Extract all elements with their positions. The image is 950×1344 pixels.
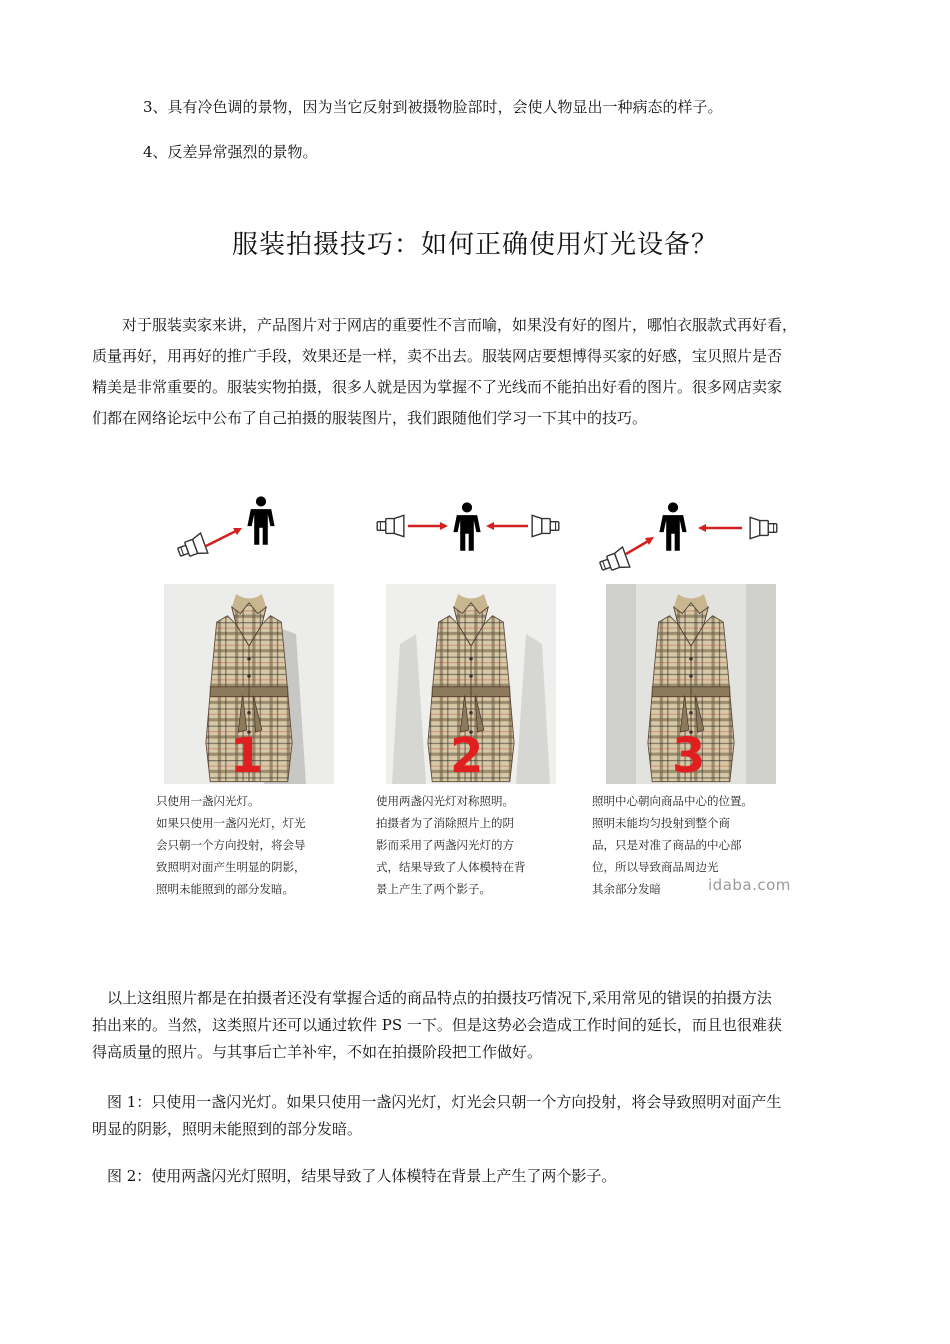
figure-panel-1 xyxy=(150,484,370,904)
figure-1-line: 图 1：只使用一盏闪光灯。如果只使用一盏闪光灯，灯光会只朝一个方向投射，将会导致照明对面产生 xyxy=(92,1093,782,1111)
summary-line: 以上这组照片都是在拍摄者还没有掌握合适的商品特点的拍摄技巧情况下,采用常见的错误的拍摄方法 xyxy=(92,989,772,1007)
flash-icon xyxy=(597,547,629,576)
flash-icon xyxy=(377,515,404,536)
list-item-3: 3、具有冷色调的景物，因为当它反射到被摄物脸部时，会使人物显出一种病态的样子。 xyxy=(143,98,723,116)
summary-line: 拍出来的。当然，这类照片还可以通过软件 PS 一下。但是这势必会造成工作时间的延长，而且也很难获 xyxy=(92,1016,782,1034)
caption-line: 景上产生了两个影子。 xyxy=(376,882,491,896)
caption-line: 只使用一盏闪光灯。 xyxy=(156,794,260,808)
person-icon xyxy=(659,502,686,550)
intro-line: 精美是非常重要的。服装实物拍摄，很多人就是因为掌握不了光线而不能拍出好看的图片。很多网店卖家 xyxy=(92,378,783,396)
figure-1-description xyxy=(92,1089,781,1143)
caption-line: 如果只使用一盏闪光灯，灯光 xyxy=(156,816,306,830)
intro-line: 对于服装卖家来讲，产品图片对于网店的重要性不言而喻，如果没有好的图片，哪怕衣服款式再好看， xyxy=(92,316,798,334)
photo-number: 2 xyxy=(450,728,484,784)
flash-icon xyxy=(750,517,777,538)
coat-photo-1 xyxy=(164,584,334,784)
caption-line: 使用两盏闪光灯对称照明。 xyxy=(376,794,514,808)
person-icon xyxy=(453,502,480,550)
caption-line: 式，结果导致了人体模特在背 xyxy=(376,860,526,874)
caption-line: 其余部分发暗 xyxy=(592,882,661,896)
caption-line: 照明中心朝向商品中心的位置。 xyxy=(592,794,753,808)
intro-line: 们都在网络论坛中公布了自己拍摄的服装图片，我们跟随他们学习一下其中的技巧。 xyxy=(92,409,648,427)
caption-line: 会只朝一个方向投射，将会导 xyxy=(156,838,306,852)
arrow-icon xyxy=(698,524,706,532)
figure-panel-3 xyxy=(590,484,810,904)
caption-line: 拍摄者为了消除照片上的阴 xyxy=(376,816,514,830)
intro-paragraph xyxy=(92,310,797,434)
lighting-comparison-figure xyxy=(150,484,810,904)
figure-panel-2 xyxy=(370,484,590,904)
caption-line: 照明未能照到的部分发暗。 xyxy=(156,882,294,896)
figure-1-line: 明显的阴影，照明未能照到的部分发暗。 xyxy=(92,1120,363,1138)
lighting-diagram-2 xyxy=(370,484,590,584)
lighting-diagram-1 xyxy=(150,484,370,584)
summary-paragraph xyxy=(92,985,782,1066)
photo-number: 3 xyxy=(672,728,706,784)
caption-line: 影而采用了两盏闪光灯的方 xyxy=(376,838,514,852)
caption-line: 位，所以导致商品周边光 xyxy=(592,860,719,874)
figure-2-line: 图 2：使用两盏闪光灯照明，结果导致了人体模特在背景上产生了两个影子。 xyxy=(92,1167,617,1185)
arrow-icon xyxy=(440,522,448,530)
coat-photo-2 xyxy=(386,584,556,784)
panel-caption xyxy=(376,790,576,900)
person-icon xyxy=(247,496,274,544)
flash-icon xyxy=(532,515,559,536)
lighting-diagram-3 xyxy=(590,484,810,584)
article-title: 服装拍摄技巧：如何正确使用灯光设备？ xyxy=(231,230,718,260)
caption-line: 照明未能均匀投射到整个商 xyxy=(592,816,730,830)
photo-number: 1 xyxy=(230,728,264,784)
figure-2-description xyxy=(92,1163,616,1190)
panel-caption xyxy=(156,790,356,900)
summary-line: 得高质量的照片。与其事后亡羊补牢，不如在拍摄阶段把工作做好。 xyxy=(92,1043,543,1061)
watermark: idaba.com xyxy=(708,876,791,894)
caption-line: 品，只是对准了商品的中心部 xyxy=(592,838,742,852)
caption-line: 致照明对面产生明显的阴影， xyxy=(156,860,306,874)
flash-icon xyxy=(175,533,207,562)
intro-line: 质量再好，用再好的推广手段，效果还是一样，卖不出去。服装网店要想博得买家的好感，宝贝照片是否 xyxy=(92,347,783,365)
arrow-icon xyxy=(486,522,494,530)
list-item-4: 4、反差异常强烈的景物。 xyxy=(143,143,318,161)
coat-photo-3 xyxy=(606,584,776,784)
